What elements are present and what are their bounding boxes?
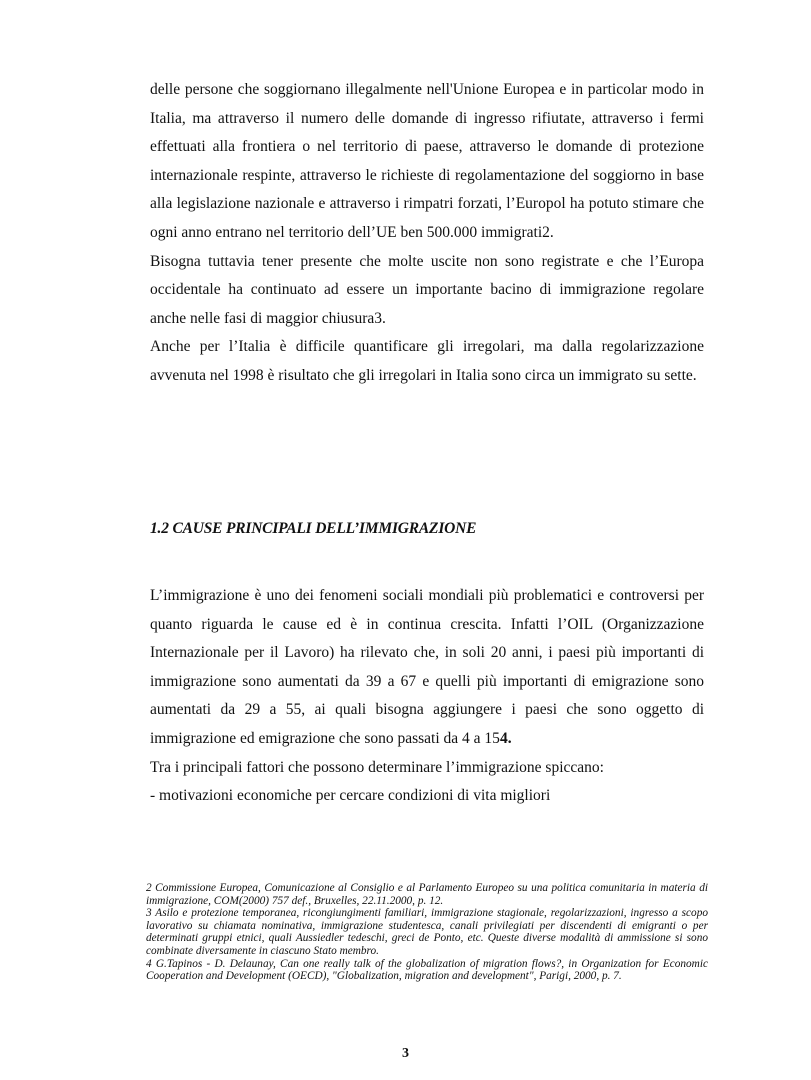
footnote: 3 Asilo e protezione temporanea, ricongiungimenti familiari, immigrazione stagionale, regolarizzazioni, ingresso a scopo lavorativo su chiamata nominativa, immigrazione studentesca, canali privilegiati per discendenti di emigranti o per determinati gruppi etnici, quali Aussiedler tedeschi, greci de Ponto, etc. Queste diverse modalità di ammissione si sono combinate diversamente in ciascuno Stato membro.	[146, 907, 708, 957]
paragraph: Bisogna tuttavia tener presente che molte uscite non sono registrate e che l’Europa occidentale ha continuato ad essere un importante bacino di immigrazione regolare anche nelle fasi di maggior chiusura3.	[150, 252, 704, 327]
footnote: 4 G.Tapinos - D. Delaunay, Can one really talk of the globalization of migration flows?, in Organization for Economic Cooperation and Development (OECD), "Globalization, migration and development", Parigi, 2000, p. 7.	[146, 957, 708, 983]
footnote-reference: 4.	[499, 729, 512, 747]
body-text-section	[150, 582, 704, 811]
body-text-top	[150, 76, 704, 391]
paragraph: delle persone che soggiornano illegalmente nell'Unione Europea e in particolar modo in Italia, ma attraverso il numero delle domande di ingresso rifiutate, attraverso i fermi effettuati alla frontiera o nel territorio di paese, attraverso le domande di protezione internazionale respinte, attraverso le richieste di regolamentazione del soggiorno in base alla legislazione nazionale e attraverso i rimpatri forzati, l’Europol ha potuto stimare che ogni anno entrano nel territorio dell’UE ben 500.000 immigrati2.	[150, 81, 704, 241]
paragraph-text: L’immigrazione è uno dei fenomeni sociali mondiali più problematici e controversi per quanto riguarda le cause ed è in continua crescita. Infatti l’OIL (Organizzazione Internazionale per il Lavoro) ha rilevato che, in soli 20 anni, i paesi più importanti di immigrazione sono aumentati da 39 a 67 e quelli più importanti di emigrazione sono aumentati da 29 a 55, ai quali bisogna aggiungere i paesi che sono oggetto di immigrazione ed emigrazione che sono passati da 4 a 15	[150, 587, 704, 747]
section-heading: 1.2 CAUSE PRINCIPALI DELL’IMMIGRAZIONE	[150, 520, 477, 537]
paragraph: Anche per l’Italia è difficile quantificare gli irregolari, ma dalla regolarizzazione avvenuta nel 1998 è risultato che gli irregolari in Italia sono circa un immigrato su sette.	[150, 338, 704, 384]
list-item: - motivazioni economiche per cercare condizioni di vita migliori	[150, 787, 551, 805]
page-number: 3	[402, 1046, 409, 1061]
footnotes	[146, 882, 708, 983]
footnote: 2 Commissione Europea, Comunicazione al Consiglio e al Parlamento Europeo su una politica comunitaria in materia di immigrazione, COM(2000) 757 def., Bruxelles, 22.11.2000, p. 12.	[146, 882, 708, 907]
paragraph	[150, 582, 704, 754]
paragraph: Tra i principali fattori che possono determinare l’immigrazione spiccano:	[150, 758, 604, 776]
